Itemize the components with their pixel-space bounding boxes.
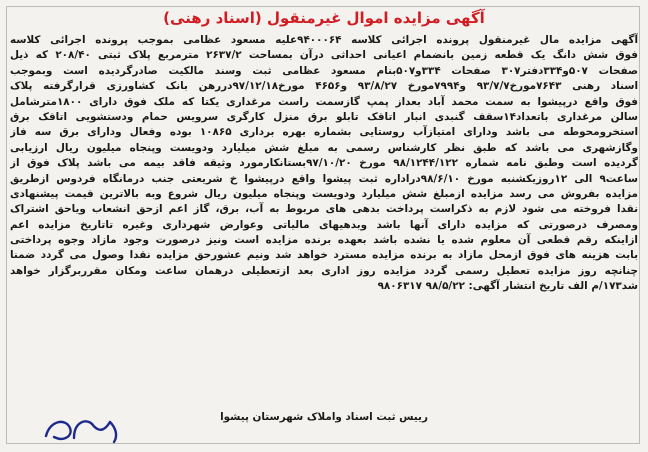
notice-body bbox=[10, 33, 638, 295]
notice-line: مزایده بفروش می رسد مزایده ازمبلغ شش میلیارد ودویست وپنجاه میلیون ریال شروع وبه بالاترین قیمت پیشنهادی bbox=[10, 187, 638, 200]
notice-line: سالن مرغداری باتعداد۱۴سقف گنبدی انبار اتاقک تابلو برق منزل کارگری سرویس حمام ودستشویی اتاقک برق bbox=[10, 110, 638, 123]
notice-line: استخرومحوطه می باشد ودارای امتیازآب روستایی بشماره بهره برداری ۱۰۸۶۵ بوده وفعال ودارای برق سه فاز bbox=[10, 126, 638, 139]
notice-line: وگازشهری می باشد که طبق نظر کارشناس رسمی به مبلغ شش میلیارد ودویست وپنجاه میلیون ریال ارزیابی bbox=[10, 141, 638, 154]
notice-line: صفحات ۵۰۷و۳۳۴دفتر۳۰۷ صفحات ۳۳۴و۵۰۷بنام مسعود عظامی ثبت وسند مالکیت صادرگردیده است وبموجب bbox=[10, 64, 638, 77]
notice-title: آگهی مزایده اموال غیرمنقول (اسناد رهنی) bbox=[163, 9, 485, 27]
notice-line: ومصرف درصورتی که مزایده دارای آنها باشد وبدهیهای مالیاتی وعوارض شهرداری وغیره تاتاریخ مزایده اعم bbox=[10, 218, 638, 231]
notice-line: چنانچه روز مزایده تعطیل رسمی گردد مزایده روز اداری بعد ازتعطیلی درهمان ساعت ومکان مقرربرگزار خواهد bbox=[10, 264, 638, 277]
notice-line: نقدا فروخته می شود لازم به ذکراست پرداخت بدهی های مربوط به آب، برق، گاز اعم ازحق انشعاب ویاحق اشتراک bbox=[10, 203, 638, 216]
handwritten-number-mark bbox=[40, 412, 124, 446]
notice-line: بابت هزینه های فوق ازمحل مازاد به برنده مزایده مسترد خواهد شد ونیم عشورحق مزایده نقدا وصول می گردد ضمنا bbox=[10, 249, 638, 262]
notice-line: ساعت۹ الی ۱۲روزیکشنبه مورخ ۹۸/۶/۱۰دراداره ثبت پیشوا واقع درپیشوا خ شریعتی جنب درمانگاه فردوس ازطریق bbox=[10, 172, 638, 185]
notice-line: فوق واقع درپیشوا به سمت محمد آباد بعداز پمپ گازسمت راست مرغداری یکتا که ملک فوق دارای ۱۸۰۰مترشامل bbox=[10, 95, 638, 108]
notice-signature: رییس ثبت اسناد واملاک شهرستان پیشوا bbox=[220, 411, 428, 423]
notice-line: ازاینکه رقم قطعی آن معلوم شده یا نشده باشد بعهده برنده مزایده است ونیز درصورت وجود مازاد وجوه پرداختی bbox=[10, 234, 638, 247]
notice-line: آگهی مزایده مال غیرمنقول پرونده اجرائی کلاسه ۹۴۰۰۰۶۴علیه مسعود عظامی بموجب پرونده اجرائی کلاسه bbox=[10, 34, 638, 46]
notice-line: اسناد رهنی ۷۶۴۳مورخ۹۳/۷/۷ و۷۹۹۴مورخ ۹۳/۸/۲۷ و۴۶۵۶ مورخ۹۷/۱۲/۱۸دررهن بانک کشاورزی قرارگرفته پلاک bbox=[10, 80, 638, 93]
notice-line-publication-date: شد۱۷۳/م الف تاریخ انتشار آگهی: ۹۸/۵/۲۲ ۹۸۰۶۳۱۷ bbox=[377, 280, 638, 293]
notice-line: گردیده است وطبق نامه شماره ۹۸/۱۲۴۴/۱۲۲ مورخ ۹۷/۱۰/۲۰بستانکارمورد وثیقه فاقد بیمه می باشد پلاک فوق از bbox=[10, 157, 638, 170]
notice-line: فوق شش دانگ یک قطعه زمین بانضمام اعیانی احداثی درآن بمساحت ۲۶۳۷/۲ مترمربع پلاک ثبتی ۲۰۸/۴۰ که ذیل bbox=[10, 49, 638, 62]
